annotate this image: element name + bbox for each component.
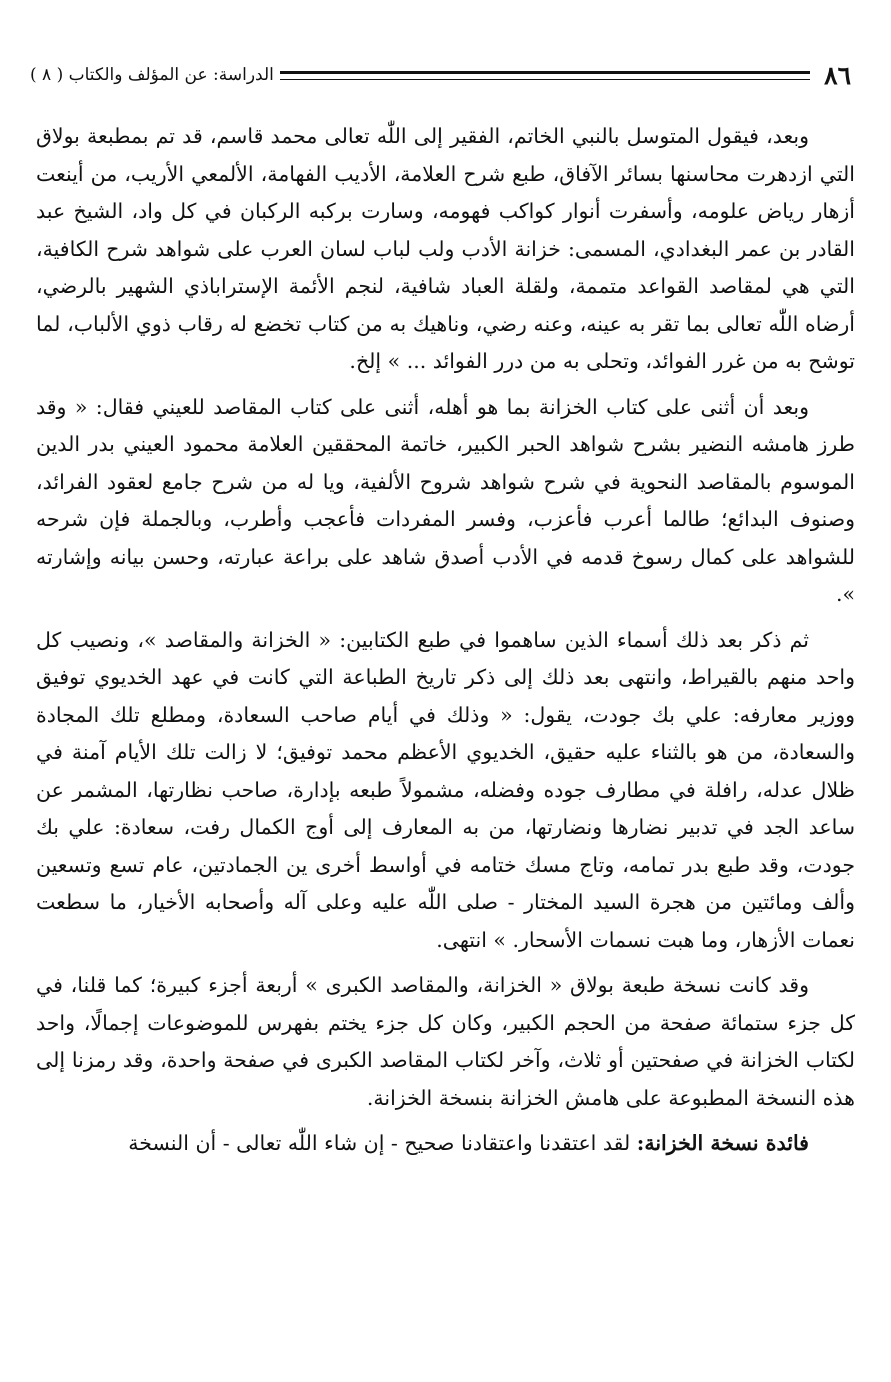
page-body [36, 118, 855, 1163]
paragraph: وبعد أن أثنى على كتاب الخزانة بما هو أهله، أثنى على كتاب المقاصد للعيني فقال: « وقد طرز هامشه النضير بشرح شواهد الحبر الكبير، خاتمة المحققين العلامة محمود العيني بدر الدين الموسوم بالمقاصد النحوية في شرح شواهد شروح الألفية، ويا له من شرح جامع لعقود الفرائد، وصنوف البدائع؛ طالما أعرب فأعزب، وفسر المفردات فأعجب وأطرب، وبالجملة فإن شرحه للشواهد على كمال رسوخ قدمه في الأدب أصدق شاهد على براعة عبارته، وحسن بيانه وإشارته ». [36, 394, 855, 606]
paragraph: وقد كانت نسخة طبعة بولاق « الخزانة، والمقاصد الكبرى » أربعة أجزء كبيرة؛ كما قلنا، في كل جزء ستمائة صفحة من الحجم الكبير، وكان كل جزء يختم بفهرس للموضوعات إجمالًا، واحد لكتاب الخزانة في صفحتين أو ثلاث، وآخر لكتاب المقاصد الكبرى في صفحة واحدة، وقد رمزنا إلى هذه النسخة المطبوعة على هامش الخزانة بنسخة الخزانة. [36, 973, 855, 1110]
page-header [30, 58, 851, 92]
header-rule [280, 71, 810, 80]
paragraph: ثم ذكر بعد ذلك أسماء الذين ساهموا في طبع الكتابين: « الخزانة والمقاصد »، ونصيب كل واحد منهم بالقيراط، وانتهى بعد ذلك إلى ذكر تاريخ الطباعة التي كانت في عهد الخديوي توفيق ووزير معارفه: علي بك جودت، يقول: « وذلك في أيام صاحب السعادة، ومطلع تلك المجادة والسعادة، من هو بالثناء عليه حقيق، الخديوي الأعظم محمد توفيق؛ لا زالت تلك الأيام آمنة في ظلال عدله، رافلة في مطارف جوده وفضله، مشمولاً طبعه بإدارة، صاحب نظارتها، المشمر عن ساعد الجد في تدبير نضارها ونضارتها، من به المعارف إلى أوج الكمال رفت، سعادة: علي بك جودت، وقد طبع بدر تمامه، وتاج مسك ختامه في أواسط أخرى ين الجمادتين، عام تسع وتسعين وألف ومائتين من هجرة السيد المختار - صلى اللّٰه عليه وعلى آله وأصحابه الأخيار، ما سطعت نعمات الأزهار، وما هبت نسمات الأسحار. » انتهى. [36, 627, 855, 952]
running-title: الدراسة: عن المؤلف والكتاب ( ٨ ) [30, 65, 274, 85]
paragraph-text: لقد اعتقدنا واعتقادنا صحيح - إن شاء اللّٰه تعالى - أن النسخة [128, 1131, 637, 1155]
section-lead: فائدة نسخة الخزانة: [636, 1131, 809, 1155]
paragraph: وبعد، فيقول المتوسل بالنبي الخاتم، الفقير إلى اللّٰه تعالى محمد قاسم، قد تم بمطبعة بولاق التي ازدهرت محاسنها بسائر الآفاق، طبع شرح العلامة، الأديب الفهامة، الألمعي الأريب، من أينعت أزهار رياض علومه، وأسفرت أنوار كواكب فهومه، وسارت بركبه الركبان في كل واد، الشيخ عبد القادر بن عمر البغدادي، المسمى: خزانة الأدب ولب لباب لسان العرب على شواهد شرح الكافية، التي هي لمقاصد القواعد متممة، ولقلة العباد شافية، لنجم الأئمة الإستراباذي الشهير بالرضي، أرضاه اللّٰه تعالى بما تقر به عينه، وعنه رضي، وناهيك به من كتاب تخضع له رقاب ذوي الألباب، لما توشح به من غرر الفوائد، وتحلى به من درر الفوائد ... » إلخ. [36, 124, 855, 373]
page-number: ٨٦ [824, 60, 851, 90]
paragraph-last [36, 1125, 855, 1163]
